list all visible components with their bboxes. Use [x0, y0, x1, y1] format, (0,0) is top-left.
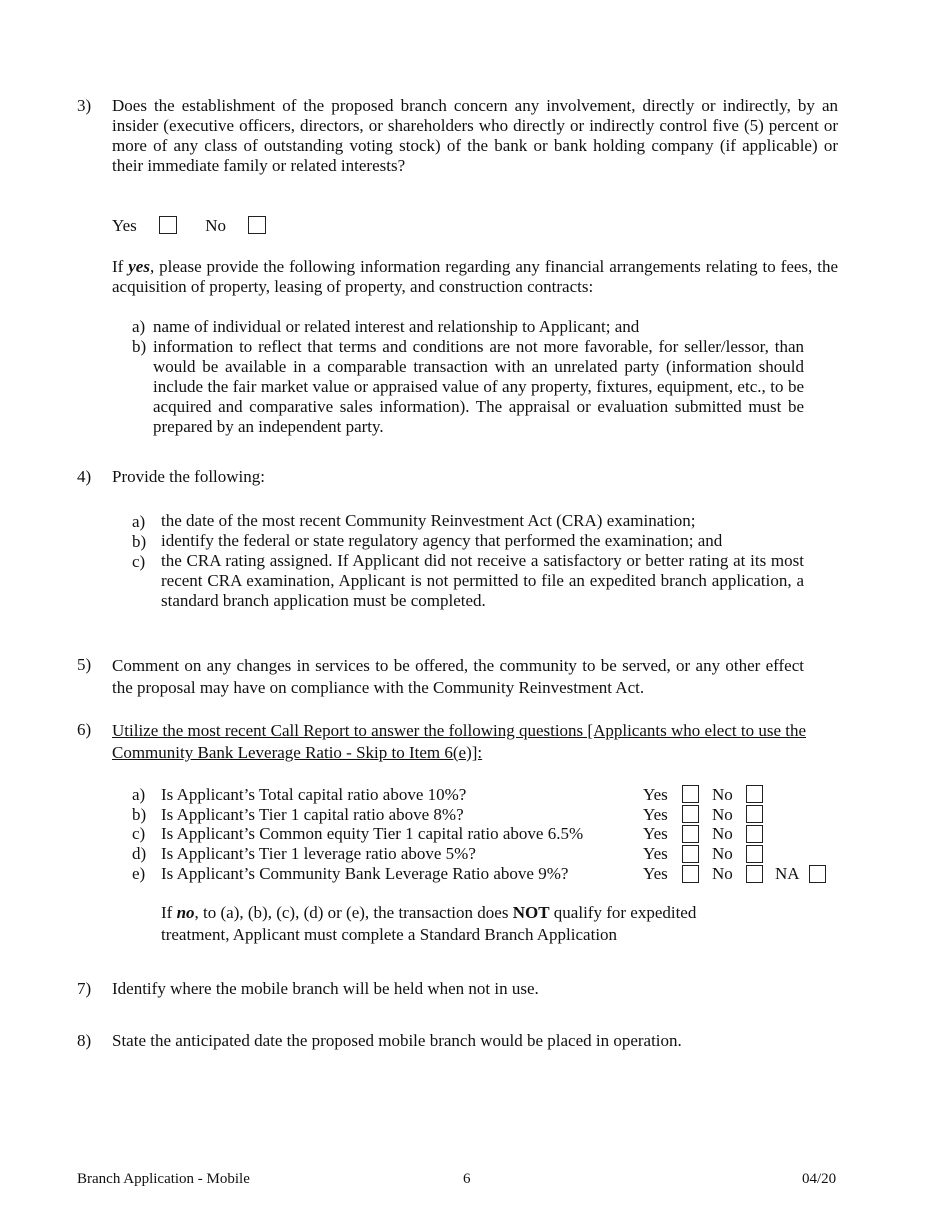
no-checkbox[interactable] [746, 845, 763, 863]
no-label: No [712, 805, 733, 824]
no-checkbox[interactable] [746, 785, 763, 803]
no-checkbox[interactable] [746, 865, 763, 883]
sub-list [132, 511, 804, 611]
no-label: No [712, 824, 733, 843]
no-label: No [205, 216, 227, 235]
yes-checkbox[interactable] [682, 845, 699, 863]
no-checkbox[interactable] [746, 825, 763, 843]
yes-checkbox[interactable] [682, 865, 699, 883]
list-item: b) identify the federal or state regulatory agency that performed the examination; and [132, 531, 723, 551]
list-item: c) the CRA rating assigned. If Applicant did not receive a satisfactory or better rating at its most recent CRA examination, Applicant is not permitted to file an expedited branch application, a standard branch application must be completed. [132, 551, 804, 610]
table-row: a) Is Applicant’s Total capital ratio above 10%? [132, 785, 467, 804]
yes-label: Yes [112, 216, 137, 235]
yes-checkbox[interactable] [682, 785, 699, 803]
list-item: a) name of individual or related interest and relationship to Applicant; and [132, 317, 640, 336]
yes-no-group [112, 216, 266, 236]
question-text: Identify where the mobile branch will be held when not in use. [112, 979, 539, 998]
table-row: e) Is Applicant’s Community Bank Leverage Ratio above 9%? [132, 864, 569, 883]
question-text: Utilize the most recent Call Report to answer the following questions [Applicants who elect to use the Community Bank Leverage Ratio - Skip to Item 6(e)]: [112, 721, 807, 762]
no-label: No [712, 785, 733, 804]
footer-date: 04/20 [802, 1171, 837, 1187]
table-row: c) Is Applicant’s Common equity Tier 1 capital ratio above 6.5% [132, 824, 584, 843]
footer-document-title: Branch Application - Mobile [77, 1171, 250, 1187]
sub-list [132, 317, 804, 437]
yes-checkbox[interactable] [682, 825, 699, 843]
question-number: 5) [77, 655, 92, 674]
question-number: 7) [77, 979, 92, 998]
emphasis-no: no [176, 903, 195, 922]
question-text: Comment on any changes in services to be offered, the community to be served, or any other effect the proposal may have on compliance with the Community Reinvestment Act. [112, 656, 804, 697]
yes-label: Yes [643, 824, 668, 843]
question-number: 8) [77, 1031, 92, 1050]
if-yes-instructions: If yes, please provide the following information regarding any financial arrangements relating to fees, the acquisition of property, leasing of property, and construction contracts: [112, 257, 838, 296]
table-row: d) Is Applicant’s Tier 1 leverage ratio above 5%? [132, 844, 476, 863]
yes-checkbox[interactable] [682, 805, 699, 823]
na-label: NA [775, 864, 800, 883]
yes-label: Yes [643, 805, 668, 824]
note-text: If no, to (a), (b), (c), (d) or (e), the transaction does NOT qualify for expedited treatment, Applicant must complete a Standard Branch Application [161, 903, 697, 944]
question-text: Provide the following: [112, 467, 265, 486]
page-number: 6 [463, 1171, 471, 1187]
question-number: 4) [77, 467, 92, 486]
no-label: No [712, 864, 733, 883]
na-checkbox[interactable] [809, 865, 826, 883]
question-text: Does the establishment of the proposed branch concern any involvement, directly or indirectly, by an insider (executive officers, directors, or shareholders who directly or indirectly control five (5) percent or more of any class of outstanding voting stock) of the bank or bank holding company (if applicable) or their immediate family or related interests? [112, 96, 838, 175]
list-item: a) the date of the most recent Community Reinvestment Act (CRA) examination; [132, 511, 696, 531]
no-checkbox[interactable] [746, 805, 763, 823]
no-checkbox[interactable] [248, 216, 266, 234]
yes-label: Yes [643, 864, 668, 883]
table-row: b) Is Applicant’s Tier 1 capital ratio above 8%? [132, 805, 464, 824]
emphasis-yes: yes [128, 257, 150, 276]
yes-label: Yes [643, 844, 668, 863]
list-item: b) information to reflect that terms and conditions are not more favorable, for seller/lessor, than would be available in a comparable transaction with an unrelated party (information should include the fair market value or appraised value of any property, fixtures, equipment, etc., to be acquired and comparative sales information). The appraisal or evaluation submitted must be prepared by an independent party. [132, 337, 804, 436]
question-text: State the anticipated date the proposed mobile branch would be placed in operation. [112, 1031, 682, 1050]
question-number: 3) [77, 96, 92, 115]
yes-label: Yes [643, 785, 668, 804]
question-number: 6) [77, 720, 92, 739]
emphasis-not: NOT [512, 903, 550, 922]
no-label: No [712, 844, 733, 863]
yes-checkbox[interactable] [159, 216, 177, 234]
